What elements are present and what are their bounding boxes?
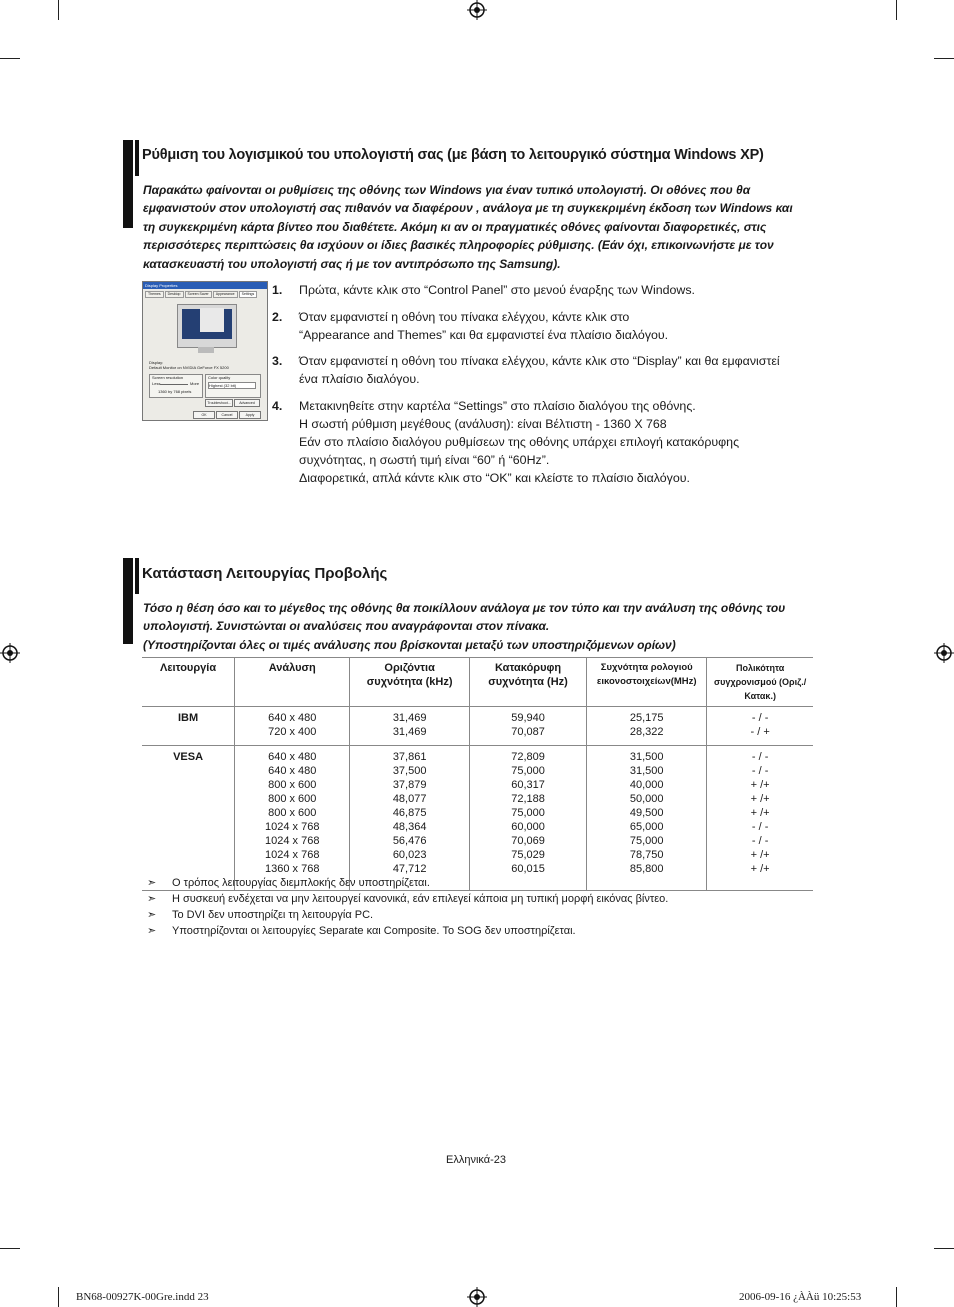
intro-line: Τόσο η θέση όσο και το μέγεθος της οθόνης θα ποικίλλουν ανάλογα με τον τύπο και την ανάλυση της οθόνης του (143, 601, 786, 615)
hfreq-value: 56,476 (392, 835, 427, 847)
resolution-label: Screen resolution (152, 375, 184, 380)
vfreq-value: 59,940 (511, 712, 545, 724)
color-label: Color quality (208, 375, 231, 380)
hfreq-value: 37,879 (392, 779, 427, 791)
vfreq-value: 70,069 (511, 835, 545, 847)
vfreq-value: 60,317 (511, 779, 545, 791)
resolution-value: 1024 x 768 (265, 849, 320, 861)
crop-mark (58, 0, 59, 20)
pclock-value: 31,500 (629, 765, 664, 777)
table-row (142, 746, 813, 891)
header-polarity-line: συγχρονισμού (Οριζ./Κατακ.) (714, 677, 807, 701)
pclock-value: 50,000 (629, 793, 664, 805)
crop-mark (934, 58, 954, 59)
polarity-value: + /+ (750, 793, 770, 805)
step-line: Μετακινηθείτε στην καρτέλα “Settings” στο πλαίσιο διαλόγου της οθόνης. (299, 399, 696, 413)
pclock-value: 28,322 (629, 726, 664, 738)
step-line: Η σωστή ρύθμιση μεγέθους (ανάλυση): είναι Βέλτιστη - 1360 X 768 (299, 417, 667, 431)
monitor-icon (177, 304, 237, 348)
arrow-icon: ➣ (147, 877, 157, 889)
mode-name: VESA (173, 751, 204, 763)
resolution-slider (160, 384, 188, 385)
polarity-value: - / - (751, 835, 769, 847)
note-text: Η συσκευή ενδέχεται να μην λειτουργεί κανονικά, εάν επιλεγεί κάποια μη τυπική μορφή εικόνας βίντεο. (172, 893, 669, 905)
display-properties-screenshot (142, 281, 268, 421)
intro-line: υπολογιστή. Συνιστώνται οι αναλύσεις που αναγράφονται στον πίνακα. (143, 619, 550, 634)
table-cell-resolution (235, 746, 350, 891)
intro-line: τη συγκεκριμένη κάρτα βίντεο που διαθέτετε. Ακόμη κι αν οι πραγματικές οθόνες φαίνονται διαφορετικές, στις (143, 219, 767, 234)
step-number: 4. (272, 399, 283, 413)
vfreq-value: 72,809 (511, 751, 545, 763)
header-vfreq-line: συχνότητα (Hz) (488, 676, 568, 688)
hfreq-value: 31,469 (392, 726, 427, 738)
apply-button: Apply (239, 411, 261, 419)
header-vfreq (469, 658, 586, 707)
note-text: Ο τρόπος λειτουργίας διεμπλοκής δεν υποστηρίζεται. (172, 877, 430, 889)
hfreq-value: 37,861 (392, 751, 427, 763)
less-label: Less (152, 381, 161, 386)
notes-list (147, 875, 668, 939)
resolution-value: 1360 x 768 (265, 863, 320, 875)
intro-line: περισσότερες περιπτώσεις θα ισχύουν οι ίδιες βασικές πληροφορίες ρύθμισης. (Εάν όχι, επικοινωνήστε με τον (143, 238, 774, 253)
mode-name: IBM (177, 712, 199, 724)
display-value: Default Monitor on NVIDIA GeForce FX 5200 (149, 365, 229, 370)
table-cell-hfreq (350, 746, 470, 891)
crop-mark (934, 1248, 954, 1249)
crop-mark (0, 1248, 20, 1249)
arrow-icon: ➣ (147, 925, 157, 937)
polarity-value: - / + (750, 726, 770, 738)
polarity-value: + /+ (750, 849, 770, 861)
registration-mark-icon (467, 0, 487, 20)
registration-mark-icon (467, 1287, 487, 1307)
header-pclock (587, 658, 707, 707)
resolution-value: 720 x 400 (268, 726, 317, 738)
step-line: Πρώτα, κάντε κλικ στο “Control Panel” στο μενού έναρξης των Windows. (299, 283, 695, 297)
header-vfreq-line: Κατακόρυφη (494, 662, 562, 674)
section-intro (143, 599, 823, 654)
step-line: Διαφορετικά, απλά κάντε κλικ στο “OK” και κλείστε το πλαίσιο διαλόγου. (299, 471, 690, 485)
step-line: ένα πλαίσιο διαλόγου. (299, 372, 420, 386)
resolution-value: 640 x 480 (268, 751, 317, 763)
step-line: Όταν εμφανιστεί η οθόνη του πίνακα ελέγχου, κάντε κλικ στο “Display” και θα εμφανιστεί (299, 354, 780, 368)
intro-line: κατασκευαστή του υπολογιστή σας ή με τον αντιπρόσωπο της Samsung). (143, 256, 561, 271)
table-cell-vfreq (469, 746, 586, 891)
step-line: Όταν εμφανιστεί η οθόνη του πίνακα ελέγχου, κάντε κλικ στο (299, 310, 630, 324)
pclock-value: 31,500 (629, 751, 664, 763)
polarity-value: - / - (751, 765, 769, 777)
polarity-value: - / - (751, 712, 769, 724)
step-line: Εάν στο πλαίσιο διαλόγου ρυθμίσεων της οθόνης υπάρχει επιλογή κατακόρυφης (299, 435, 740, 449)
header-hfreq-line: Οριζόντια (384, 662, 435, 674)
table-cell-resolution (235, 707, 350, 746)
pclock-value: 85,800 (629, 863, 664, 875)
pclock-value: 75,000 (629, 835, 664, 847)
header-resolution: Ανάλυση (235, 658, 350, 707)
table-header-row (142, 658, 813, 707)
table-row (142, 707, 813, 746)
arrow-icon: ➣ (147, 893, 157, 905)
crop-mark (896, 0, 897, 20)
polarity-value: + /+ (750, 807, 770, 819)
tab-appearance: Appearance (213, 291, 238, 298)
hfreq-value: 47,712 (392, 863, 427, 875)
registration-mark-icon (934, 643, 954, 663)
note-text: Το DVI δεν υποστηρίζει τη λειτουργία PC. (172, 909, 374, 921)
pclock-value: 25,175 (629, 712, 664, 724)
resolution-value: 800 x 600 (268, 807, 317, 819)
color-value: Highest (32 bit) (208, 382, 256, 389)
hfreq-value: 60,023 (392, 849, 427, 861)
ok-button: OK (193, 411, 215, 419)
more-label: More (190, 381, 200, 386)
tab-desktop: Desktop (165, 291, 184, 298)
header-polarity (707, 658, 813, 707)
section-title: Κατάσταση Λειτουργίας Προβολής (142, 565, 388, 582)
vfreq-value: 75,000 (511, 765, 545, 777)
section-marker (123, 558, 133, 644)
table-cell-polarity (707, 746, 813, 891)
polarity-value: + /+ (750, 863, 770, 875)
vfreq-value: 75,029 (511, 849, 545, 861)
note-item (147, 891, 668, 907)
color-box (205, 374, 261, 398)
table-cell-polarity (707, 707, 813, 746)
section-marker (123, 140, 133, 228)
resolution-value: 800 x 600 (268, 793, 317, 805)
section-intro (143, 181, 823, 273)
pclock-value: 49,500 (629, 807, 664, 819)
troubleshoot-button: Troubleshoot... (205, 399, 233, 407)
cancel-button: Cancel (216, 411, 238, 419)
note-text: Υποστηρίζονται οι λειτουργίες Separate και Composite. Το SOG δεν υποστηρίζεται. (172, 925, 576, 937)
table-cell-mode (142, 746, 235, 891)
monitor-stand (198, 347, 214, 353)
header-polarity-line: Πολικότητα (735, 663, 785, 673)
polarity-value: + /+ (750, 779, 770, 791)
display-label: Display: (149, 360, 164, 365)
registration-mark-icon (0, 643, 20, 663)
vfreq-value: 60,000 (511, 821, 545, 833)
tab-themes: Themes (145, 291, 164, 298)
header-pclock-line: εικονοστοιχείων(MHz) (596, 676, 697, 687)
footer-file: BN68-00927K-00Gre.indd 23 (76, 1291, 209, 1303)
hfreq-value: 48,077 (392, 793, 427, 805)
pclock-value: 65,000 (629, 821, 664, 833)
resolution-value: 800 x 600 (268, 779, 317, 791)
display-modes-table (142, 657, 813, 891)
header-pclock-line: Συχνότητα ρολογιού (600, 662, 693, 673)
vfreq-value: 60,015 (511, 863, 545, 875)
section-marker (135, 140, 139, 176)
step-number: 3. (272, 354, 283, 368)
resolution-value: 1024 x 768 (265, 835, 320, 847)
table-cell-vfreq (469, 707, 586, 746)
resolution-value: 640 x 480 (268, 765, 317, 777)
intro-line: (Υποστηρίζονται όλες οι τιμές ανάλυσης που βρίσκονται μεταξύ των υποστηριζόμενων ορίων) (143, 637, 676, 652)
resolution-value: 640 x 480 (268, 712, 317, 724)
pclock-value: 78,750 (629, 849, 664, 861)
note-item (147, 907, 668, 923)
hfreq-value: 48,364 (392, 821, 427, 833)
section-marker (135, 558, 139, 594)
advanced-button: Advanced (234, 399, 260, 407)
intro-line: Παρακάτω φαίνονται οι ρυθμίσεις της οθόνης των Windows για έναν τυπικό υπολογιστή. Οι οθόνες που θα (143, 183, 751, 197)
footer-date: 2006-09-16 ¿ÀÀü 10:25:53 (739, 1291, 862, 1303)
resolution-value: 1024 x 768 (265, 821, 320, 833)
dialog-titlebar (143, 282, 267, 289)
step-number: 1. (272, 283, 283, 297)
resolution-box (149, 374, 203, 398)
crop-mark (896, 1287, 897, 1307)
hfreq-value: 46,875 (392, 807, 427, 819)
vfreq-value: 70,087 (511, 726, 545, 738)
table-cell-hfreq (350, 707, 470, 746)
arrow-icon: ➣ (147, 909, 157, 921)
vfreq-value: 75,000 (511, 807, 545, 819)
hfreq-value: 37,500 (392, 765, 427, 777)
header-hfreq (350, 658, 470, 707)
vfreq-value: 72,188 (511, 793, 545, 805)
table-cell-pclock (587, 746, 707, 891)
step-line: “Appearance and Themes” και θα εμφανιστεί ένα πλαίσιο διαλόγου. (299, 328, 669, 342)
polarity-value: - / - (751, 821, 769, 833)
pclock-value: 40,000 (629, 779, 664, 791)
hfreq-value: 31,469 (392, 712, 427, 724)
note-item (147, 923, 668, 939)
dialog-tabs (145, 291, 265, 298)
header-hfreq-line: συχνότητα (kHz) (366, 676, 453, 688)
step-line: συχνότητας, η σωστή τιμή είναι “60” ή “60Hz”. (299, 453, 550, 467)
dialog-title: Display Properties (145, 283, 178, 288)
tab-screen-saver: Screen Saver (185, 291, 212, 298)
crop-mark (58, 1287, 59, 1307)
table-cell-pclock (587, 707, 707, 746)
crop-mark (0, 58, 20, 59)
page-number: Ελληνικά-23 (446, 1154, 507, 1166)
tab-settings: Settings (239, 291, 258, 298)
section-title: Ρύθμιση του λογισμικού του υπολογιστή σας (με βάση το λειτουργικό σύστημα Windows XP) (142, 147, 764, 163)
intro-line: εμφανιστούν στον υπολογιστή σας πιθανόν να διαφέρουν , ανάλογα με τη συγκεκριμένη έκδοση των Windows και (143, 201, 793, 216)
step-number: 2. (272, 310, 283, 324)
header-mode: Λειτουργία (142, 658, 235, 707)
table-cell-mode (142, 707, 235, 746)
note-item (147, 875, 668, 891)
polarity-value: - / - (751, 751, 769, 763)
resolution-value: 1360 by 768 pixels (158, 389, 192, 394)
